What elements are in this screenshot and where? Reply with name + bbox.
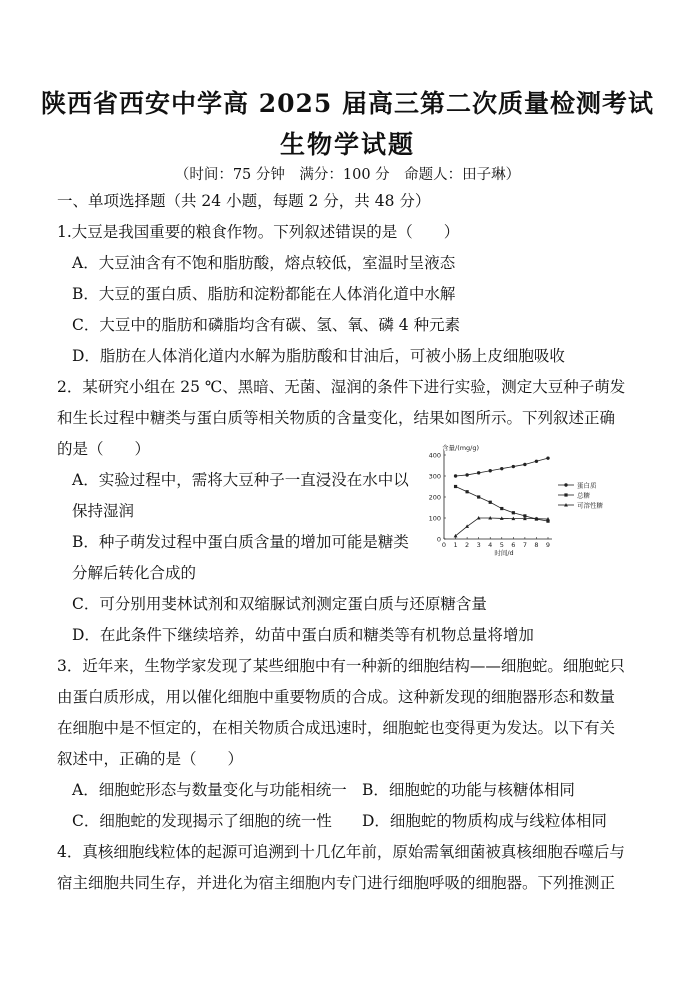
data-point [465, 524, 469, 528]
series-line-2 [456, 518, 548, 536]
data-point [500, 467, 503, 470]
data-point [512, 465, 515, 468]
q4-stem-line2: 宿主细胞共同生存，并进化为宿主细胞内专门进行细胞呼吸的细胞器。下列推测正 [57, 874, 616, 892]
legend-label: 蛋白质 [577, 481, 597, 490]
q2-option-c: C．可分别用斐林试剂和双缩脲试剂测定蛋白质与还原糖含量 [72, 595, 487, 613]
x-tick-label: 0 [441, 541, 447, 549]
legend-label: 可溶性糖 [577, 501, 603, 510]
q1-option-b: B．大豆的蛋白质、脂肪和淀粉都能在人体消化道中水解 [72, 285, 456, 303]
x-tick-label: 6 [511, 541, 516, 549]
exam-meta: （时间：75 分钟 满分：100 分 命题人：田子琳） [174, 167, 521, 183]
data-point [477, 471, 480, 474]
data-point [512, 511, 515, 514]
x-axis-label: 时间/d [494, 549, 514, 557]
y-tick-label: 100 [428, 514, 441, 523]
data-point [523, 463, 526, 466]
q2-option-b: B．种子萌发过程中蛋白质含量的增加可能是糖类 [72, 533, 409, 551]
q3-option-d: D．细胞蛇的物质构成与线粒体相同 [362, 812, 607, 830]
y-axis-label: 含量/(mg/g) [442, 444, 480, 452]
x-tick-label: 9 [545, 541, 551, 549]
y-tick-label: 400 [428, 451, 441, 460]
data-point [454, 474, 457, 477]
section-heading: 一、单项选择题（共 24 小题，每题 2 分，共 48 分） [57, 192, 431, 210]
q2-line-chart [418, 443, 628, 558]
q3-stem-line2: 由蛋白质形成，用以催化细胞中重要物质的合成。这种新发现的细胞器形态和数量 [57, 688, 616, 706]
q3-option-a: A．细胞蛇形态与数量变化与功能相统一 [72, 781, 347, 799]
data-point [546, 456, 549, 459]
legend-label: 总糖 [577, 491, 590, 500]
q3-stem-line4: 叙述中，正确的是（ ） [57, 750, 244, 768]
series-line-1 [456, 487, 548, 522]
q1-option-d: D．脂肪在人体消化道内水解为脂肪酸和甘油后，可被小肠上皮细胞吸收 [72, 347, 565, 365]
q1-option-c: C．大豆中的脂肪和磷脂均含有碳、氢、氧、磷 4 种元素 [72, 316, 461, 334]
y-tick-label: 200 [428, 493, 441, 502]
data-point [465, 473, 468, 476]
legend-marker [564, 483, 567, 486]
legend-marker [564, 493, 567, 496]
y-tick-label: 300 [428, 472, 441, 481]
data-point [489, 501, 492, 504]
q2-option-a: A．实验过程中，需将大豆种子一直浸没在水中以 [72, 471, 409, 489]
q2-option-b-cont: 分解后转化合成的 [72, 564, 197, 582]
data-point [535, 460, 538, 463]
x-tick-label: 4 [488, 541, 493, 549]
q3-stem-line3: 在细胞中是不恒定的，在相关物质合成迅速时，细胞蛇也变得更为发达。以下有关 [57, 719, 616, 737]
data-point [466, 490, 469, 493]
data-point [454, 485, 457, 488]
q2-stem-line3: 的是（ ） [57, 440, 151, 458]
exam-subtitle: 生物学试题 [279, 130, 415, 159]
q3-stem-line1: 3．近年来，生物学家发现了某些细胞中有一种新的细胞结构——细胞蛇。细胞蛇只 [57, 657, 625, 675]
x-tick-label: 7 [522, 541, 527, 549]
q2-stem-line2: 和生长过程中糖类与蛋白质等相关物质的含量变化，结果如图所示。下列叙述正确 [57, 409, 616, 427]
y-tick-label: 0 [436, 535, 441, 544]
x-tick-label: 2 [465, 541, 470, 549]
data-point [489, 469, 492, 472]
data-point [500, 507, 503, 510]
q1-stem: 1.大豆是我国重要的粮食作物。下列叙述错误的是（ ） [57, 223, 460, 241]
q2-option-a-cont: 保持湿润 [72, 502, 135, 520]
q1-option-a: A．大豆油含有不饱和脂肪酸，熔点较低，室温时呈液态 [72, 254, 456, 272]
data-point [477, 495, 480, 498]
x-tick-label: 3 [476, 541, 481, 549]
exam-title: 陕西省西安中学高 2025 届高三第二次质量检测考试 [41, 89, 654, 118]
x-tick-label: 1 [453, 541, 458, 549]
q3-option-b: B．细胞蛇的功能与核糖体相同 [362, 781, 575, 799]
q2-stem-line1: 2．某研究小组在 25 ℃、黑暗、无菌、湿润的条件下进行实验，测定大豆种子萌发 [57, 378, 626, 396]
x-tick-label: 8 [534, 541, 539, 549]
q2-option-d: D．在此条件下继续培养，幼苗中蛋白质和糖类等有机物总量将增加 [72, 626, 534, 644]
q4-stem-line1: 4．真核细胞线粒体的起源可追溯到十几亿年前，原始需氧细菌被真核细胞吞噬后与 [57, 843, 625, 861]
x-tick-label: 5 [499, 541, 504, 549]
q3-option-c: C．细胞蛇的发现揭示了细胞的统一性 [72, 812, 332, 830]
